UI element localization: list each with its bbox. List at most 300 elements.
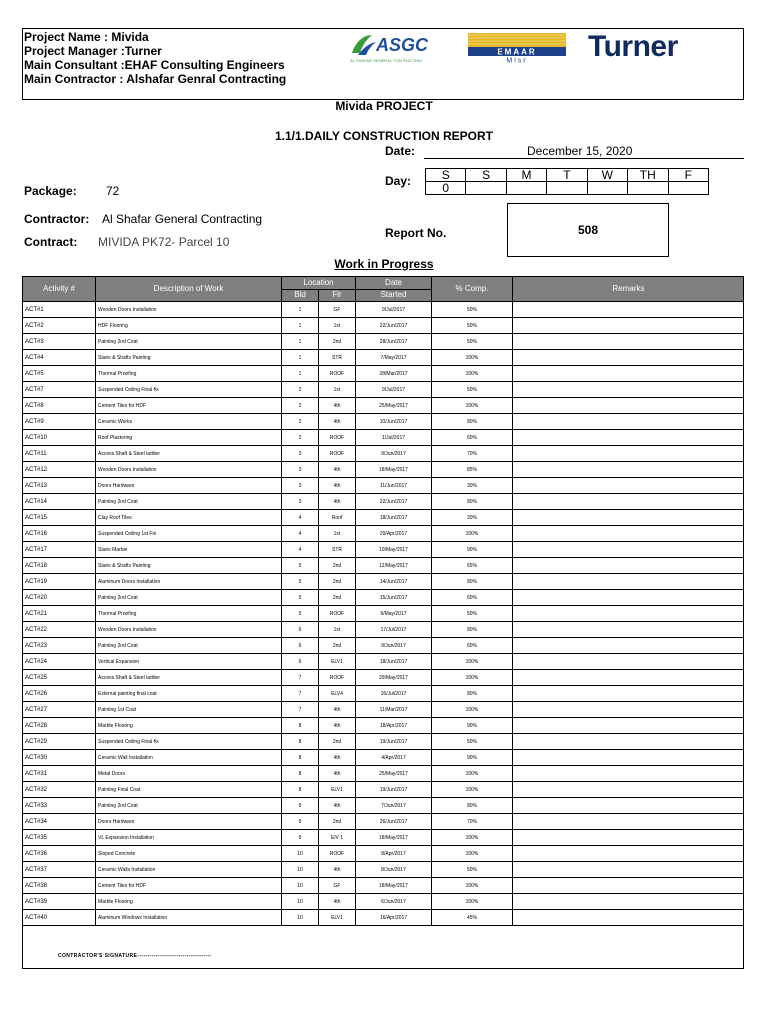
cell-desc: Vertical Expansion (96, 654, 282, 670)
cell-flr: STR (319, 350, 356, 366)
table-row (23, 302, 745, 318)
cell-flr: 1st (319, 382, 356, 398)
cell-date: 14/Jun/2017 (356, 574, 432, 590)
cell-desc: Roof Plastering (96, 430, 282, 446)
cell-remarks (513, 430, 745, 446)
cell-flr: 1st (319, 318, 356, 334)
cell-act: ACT#29 (23, 734, 96, 750)
table-row (23, 846, 745, 862)
cell-remarks (513, 798, 745, 814)
cell-date: 28/Jun/2017 (356, 334, 432, 350)
cell-remarks (513, 894, 745, 910)
cell-bld: 4 (282, 510, 319, 526)
cell-comp: 30% (432, 478, 513, 494)
cell-flr: ROOF (319, 446, 356, 462)
cell-desc: External painting final coat (96, 686, 282, 702)
table-row (23, 606, 745, 622)
col-flr: Flr (319, 289, 356, 302)
emaar-logo (468, 33, 566, 63)
main-consultant: Main Consultant :EHAF Consulting Engineers (24, 58, 285, 72)
cell-comp: 80% (432, 494, 513, 510)
cell-bld: 5 (282, 558, 319, 574)
cell-remarks (513, 750, 745, 766)
table-row (23, 494, 745, 510)
cell-comp: 50% (432, 334, 513, 350)
cell-date: 28/Mar/2017 (356, 366, 432, 382)
cell-date: 9/Jun/2017 (356, 446, 432, 462)
cell-date: 22/Jun/2017 (356, 494, 432, 510)
cell-date: 18/Jun/2017 (356, 654, 432, 670)
cell-date: 22/Jun/2017 (356, 318, 432, 334)
cell-bld: 1 (282, 366, 319, 382)
cell-comp: 100% (432, 670, 513, 686)
cell-date: 18/May/2017 (356, 878, 432, 894)
cell-date: 11/Jun/2017 (356, 478, 432, 494)
cell-act: ACT#35 (23, 830, 96, 846)
col-comp: % Comp. (432, 277, 513, 302)
table-row (23, 382, 745, 398)
cell-desc: Access Shaft & Steel ladder (96, 446, 282, 462)
day-mark: 0 (426, 182, 466, 195)
cell-desc: Suspended Ceiling 1st Fix (96, 526, 282, 542)
cell-date: 7/May/2017 (356, 350, 432, 366)
cell-bld: 1 (282, 318, 319, 334)
cell-act: ACT#2 (23, 318, 96, 334)
cell-remarks (513, 302, 745, 318)
cell-flr: GF (319, 302, 356, 318)
cell-comp: 50% (432, 734, 513, 750)
col-location: Location (282, 277, 356, 290)
cell-date: 18/Jun/2017 (356, 510, 432, 526)
contractor-value: Al Shafar General Contracting (102, 212, 263, 226)
table-row (23, 574, 745, 590)
cell-act: ACT#23 (23, 638, 96, 654)
cell-remarks (513, 318, 745, 334)
cell-remarks (513, 830, 745, 846)
cell-flr: ElV 1 (319, 830, 356, 846)
cell-flr: 4th (319, 766, 356, 782)
col-activity: Activity # (23, 277, 96, 302)
cell-date: 26/Jun/2017 (356, 814, 432, 830)
cell-desc: Access Shaft & Steel ladder (96, 670, 282, 686)
cell-bld: 2 (282, 382, 319, 398)
cell-act: ACT#39 (23, 894, 96, 910)
cell-bld: 8 (282, 750, 319, 766)
table-row (23, 398, 745, 414)
cell-remarks (513, 398, 745, 414)
cell-act: ACT#37 (23, 862, 96, 878)
cell-date: 6/Jun/2017 (356, 894, 432, 910)
main-contractor: Main Contractor : Alshafar Genral Contracting (24, 72, 287, 86)
cell-bld: 2 (282, 430, 319, 446)
cell-date: 12/May/2017 (356, 558, 432, 574)
cell-act: ACT#10 (23, 430, 96, 446)
section-title: Work in Progress (334, 257, 434, 271)
day-f: F (668, 169, 708, 182)
cell-flr: 4th (319, 750, 356, 766)
cell-comp: 100% (432, 830, 513, 846)
cell-bld: 9 (282, 798, 319, 814)
cell-bld: 2 (282, 398, 319, 414)
cell-bld: 8 (282, 734, 319, 750)
cell-flr: 2nd (319, 334, 356, 350)
cell-date: 25/May/2017 (356, 766, 432, 782)
col-remarks: Remarks (513, 277, 745, 302)
cell-remarks (513, 558, 745, 574)
cell-desc: Suspended Ceiling Final fix (96, 382, 282, 398)
cell-flr: 1st (319, 526, 356, 542)
cell-date: 10/Jun/2017 (356, 414, 432, 430)
day-m: M (506, 169, 546, 182)
cell-flr: 4th (319, 894, 356, 910)
table-row (23, 686, 745, 702)
cell-flr: 4th (319, 862, 356, 878)
cell-date: 18/May/2017 (356, 830, 432, 846)
cell-comp: 45% (432, 910, 513, 926)
cell-act: ACT#32 (23, 782, 96, 798)
day-th: TH (628, 169, 669, 182)
contractor-label: Contractor: (24, 212, 90, 226)
table-row (23, 510, 745, 526)
cell-flr: ROOF (319, 606, 356, 622)
cell-comp: 60% (432, 638, 513, 654)
cell-bld: 7 (282, 702, 319, 718)
col-bld: Bld (282, 289, 319, 302)
cell-bld: 5 (282, 574, 319, 590)
cell-remarks (513, 846, 745, 862)
cell-remarks (513, 670, 745, 686)
cell-desc: Painting 2nd Coat (96, 334, 282, 350)
report-title: 1.1/1.DAILY CONSTRUCTION REPORT (274, 129, 494, 143)
cell-comp: 50% (432, 382, 513, 398)
day-w: W (587, 169, 627, 182)
cell-bld: 1 (282, 334, 319, 350)
table-row (23, 910, 745, 926)
cell-date: 16/Jul/2017 (356, 686, 432, 702)
cell-remarks (513, 814, 745, 830)
emaar-logo-subtext: Misr (506, 57, 528, 63)
cell-date: 4/Apr/2017 (356, 750, 432, 766)
cell-act: ACT#14 (23, 494, 96, 510)
cell-act: ACT#19 (23, 574, 96, 590)
cell-remarks (513, 590, 745, 606)
cell-remarks (513, 334, 745, 350)
cell-bld: 10 (282, 910, 319, 926)
cell-flr: 4th (319, 798, 356, 814)
cell-remarks (513, 382, 745, 398)
cell-comp: 80% (432, 798, 513, 814)
cell-comp: 100% (432, 894, 513, 910)
report-no-value: 508 (577, 223, 599, 237)
cell-remarks (513, 622, 745, 638)
table-row (23, 478, 745, 494)
cell-comp: 100% (432, 350, 513, 366)
cell-act: ACT#15 (23, 510, 96, 526)
cell-act: ACT#9 (23, 414, 96, 430)
cell-desc: Sloped Concrete (96, 846, 282, 862)
work-table-body (23, 302, 745, 926)
work-in-progress-table (22, 276, 744, 926)
date-value: December 15, 2020 (527, 144, 633, 158)
cell-flr: 4th (319, 414, 356, 430)
cell-act: ACT#8 (23, 398, 96, 414)
cell-remarks (513, 366, 745, 382)
cell-date: 15/Jun/2017 (356, 590, 432, 606)
cell-comp: 60% (432, 590, 513, 606)
cell-flr: ELV1 (319, 654, 356, 670)
table-row (23, 350, 745, 366)
cell-comp: 100% (432, 654, 513, 670)
date-underline (424, 158, 744, 159)
cell-remarks (513, 494, 745, 510)
asgc-logo (346, 31, 456, 65)
cell-bld: 10 (282, 862, 319, 878)
cell-bld: 10 (282, 846, 319, 862)
cell-desc: Painting 2nd Coat (96, 590, 282, 606)
turner-logo: Turner (588, 30, 678, 63)
cell-comp: 70% (432, 446, 513, 462)
cell-date: 18/May/2017 (356, 462, 432, 478)
cell-act: ACT#11 (23, 446, 96, 462)
cell-remarks (513, 462, 745, 478)
cell-act: ACT#27 (23, 702, 96, 718)
cell-date: 25/May/2017 (356, 398, 432, 414)
cell-bld: 10 (282, 878, 319, 894)
cell-remarks (513, 350, 745, 366)
cell-act: ACT#12 (23, 462, 96, 478)
cell-comp: 80% (432, 686, 513, 702)
cell-desc: Painting 1st Coat (96, 702, 282, 718)
cell-desc: Cement Tiles for HDF (96, 878, 282, 894)
cell-flr: ROOF (319, 846, 356, 862)
cell-comp: 80% (432, 622, 513, 638)
col-description: Description of Work (96, 277, 282, 302)
cell-remarks (513, 414, 745, 430)
cell-remarks (513, 910, 745, 926)
cell-desc: Painting 2nd Coat (96, 798, 282, 814)
table-row (23, 830, 745, 846)
cell-act: ACT#13 (23, 478, 96, 494)
cell-desc: VL Expansion Installation (96, 830, 282, 846)
cell-bld: 9 (282, 814, 319, 830)
cell-desc: Stairs & Shafts Painting (96, 558, 282, 574)
cell-date: 29/Apr/2017 (356, 526, 432, 542)
table-row (23, 590, 745, 606)
cell-comp: 100% (432, 398, 513, 414)
table-row (23, 734, 745, 750)
cell-date: 9/Jul/2017 (356, 382, 432, 398)
cell-date: 8/Jun/2017 (356, 862, 432, 878)
cell-act: ACT#5 (23, 366, 96, 382)
cell-bld: 7 (282, 670, 319, 686)
day-s1: S (426, 169, 466, 182)
cell-bld: 6 (282, 638, 319, 654)
table-row (23, 526, 745, 542)
cell-remarks (513, 686, 745, 702)
contract-label: Contract: (24, 235, 78, 249)
cell-flr: 2nd (319, 814, 356, 830)
cell-bld: 4 (282, 526, 319, 542)
cell-flr: 4th (319, 462, 356, 478)
cell-act: ACT#36 (23, 846, 96, 862)
cell-date: 9/May/2017 (356, 606, 432, 622)
cell-act: ACT#22 (23, 622, 96, 638)
cell-remarks (513, 718, 745, 734)
day-s2: S (466, 169, 506, 182)
cell-act: ACT#26 (23, 686, 96, 702)
cell-bld: 5 (282, 590, 319, 606)
cell-comp: 70% (432, 814, 513, 830)
cell-act: ACT#28 (23, 718, 96, 734)
cell-flr: 2nd (319, 558, 356, 574)
table-row (23, 430, 745, 446)
cell-remarks (513, 446, 745, 462)
cell-remarks (513, 478, 745, 494)
cell-desc: Thermal Proofing (96, 606, 282, 622)
cell-desc: Cement Tiles for HDF (96, 398, 282, 414)
table-row (23, 638, 745, 654)
cell-date: 1/Jul/2017 (356, 430, 432, 446)
cell-bld: 1 (282, 350, 319, 366)
cell-act: ACT#18 (23, 558, 96, 574)
table-row (23, 334, 745, 350)
cell-comp: 90% (432, 750, 513, 766)
cell-remarks (513, 766, 745, 782)
project-title: Mivida PROJECT (335, 99, 433, 113)
cell-desc: Wooden Doors Installation (96, 462, 282, 478)
table-row (23, 750, 745, 766)
cell-bld: 8 (282, 718, 319, 734)
table-row (23, 798, 745, 814)
table-row (23, 366, 745, 382)
cell-remarks (513, 526, 745, 542)
cell-comp: 80% (432, 414, 513, 430)
cell-desc: Thermal Proofing (96, 366, 282, 382)
cell-desc: Wooden Doors Installation (96, 302, 282, 318)
cell-comp: 100% (432, 702, 513, 718)
table-row (23, 462, 745, 478)
cell-remarks (513, 654, 745, 670)
cell-desc: Stairs Marble (96, 542, 282, 558)
cell-comp: 90% (432, 718, 513, 734)
contractor-signature: CONTRACTOR'S SIGNATURE------------------------------------ (58, 953, 212, 959)
cell-desc: Aluminum Windows Installation (96, 910, 282, 926)
cell-bld: 3 (282, 478, 319, 494)
cell-flr: ELV1 (319, 782, 356, 798)
table-row (23, 718, 745, 734)
cell-act: ACT#38 (23, 878, 96, 894)
cell-comp: 100% (432, 782, 513, 798)
cell-desc: Painting Final Coat (96, 782, 282, 798)
cell-flr: 2nd (319, 574, 356, 590)
package-label: Package: (24, 184, 77, 198)
cell-flr: 2nd (319, 734, 356, 750)
table-row (23, 558, 745, 574)
cell-flr: ELV1 (319, 910, 356, 926)
cell-date: 16/Apr/2017 (356, 910, 432, 926)
project-name: Project Name : Mivida (24, 30, 149, 44)
table-row (23, 862, 745, 878)
cell-act: ACT#21 (23, 606, 96, 622)
asgc-logo-subtext: AL SHAFAR GENERAL CONTRACTING (350, 58, 423, 63)
cell-comp: 60% (432, 430, 513, 446)
table-row (23, 766, 745, 782)
cell-flr: ROOF (319, 366, 356, 382)
cell-flr: 2nd (319, 638, 356, 654)
project-manager: Project Manager :Turner (24, 44, 162, 58)
cell-date: 17/Jul/2017 (356, 622, 432, 638)
day-t: T (547, 169, 587, 182)
table-row (23, 782, 745, 798)
table-row (23, 542, 745, 558)
work-table-frame (22, 276, 744, 969)
cell-comp: 50% (432, 318, 513, 334)
cell-comp: 90% (432, 542, 513, 558)
cell-bld: 9 (282, 830, 319, 846)
cell-remarks (513, 782, 745, 798)
cell-act: ACT#31 (23, 766, 96, 782)
cell-act: ACT#4 (23, 350, 96, 366)
cell-desc: Ceramic Wall Installation (96, 750, 282, 766)
date-label: Date: (385, 144, 416, 158)
cell-bld: 3 (282, 494, 319, 510)
cell-desc: Marble Flooring (96, 718, 282, 734)
cell-act: ACT#40 (23, 910, 96, 926)
cell-comp: 50% (432, 302, 513, 318)
cell-bld: 1 (282, 302, 319, 318)
cell-desc: Painting 2nd Coat (96, 638, 282, 654)
cell-desc: Suspended Ceiling Final fix (96, 734, 282, 750)
table-row (23, 446, 745, 462)
cell-act: ACT#16 (23, 526, 96, 542)
cell-bld: 2 (282, 414, 319, 430)
cell-flr: 4th (319, 494, 356, 510)
cell-bld: 8 (282, 782, 319, 798)
cell-bld: 10 (282, 894, 319, 910)
cell-bld: 5 (282, 606, 319, 622)
cell-date: 11/Mar/2017 (356, 702, 432, 718)
cell-act: ACT#17 (23, 542, 96, 558)
cell-act: ACT#24 (23, 654, 96, 670)
cell-flr: GF (319, 878, 356, 894)
cell-act: ACT#1 (23, 302, 96, 318)
cell-flr: 4th (319, 718, 356, 734)
cell-desc: Clay Roof Tiles (96, 510, 282, 526)
cell-remarks (513, 574, 745, 590)
cell-desc: Aluminum Doors Installation (96, 574, 282, 590)
table-row (23, 814, 745, 830)
cell-bld: 3 (282, 446, 319, 462)
cell-bld: 4 (282, 542, 319, 558)
table-row (23, 414, 745, 430)
col-date: Date (356, 277, 432, 290)
cell-act: ACT#25 (23, 670, 96, 686)
cell-bld: 6 (282, 654, 319, 670)
package-value: 72 (106, 184, 120, 198)
cell-remarks (513, 606, 745, 622)
cell-date: 10/May/2017 (356, 542, 432, 558)
table-row (23, 894, 745, 910)
cell-desc: Ceramic Walls Installation (96, 862, 282, 878)
cell-desc: Stairs & Shafts Painting (96, 350, 282, 366)
cell-comp: 80% (432, 574, 513, 590)
cell-desc: Marble Flooring (96, 894, 282, 910)
cell-flr: 4th (319, 398, 356, 414)
cell-comp: 50% (432, 862, 513, 878)
cell-remarks (513, 638, 745, 654)
table-row (23, 318, 745, 334)
cell-flr: 2nd (319, 590, 356, 606)
